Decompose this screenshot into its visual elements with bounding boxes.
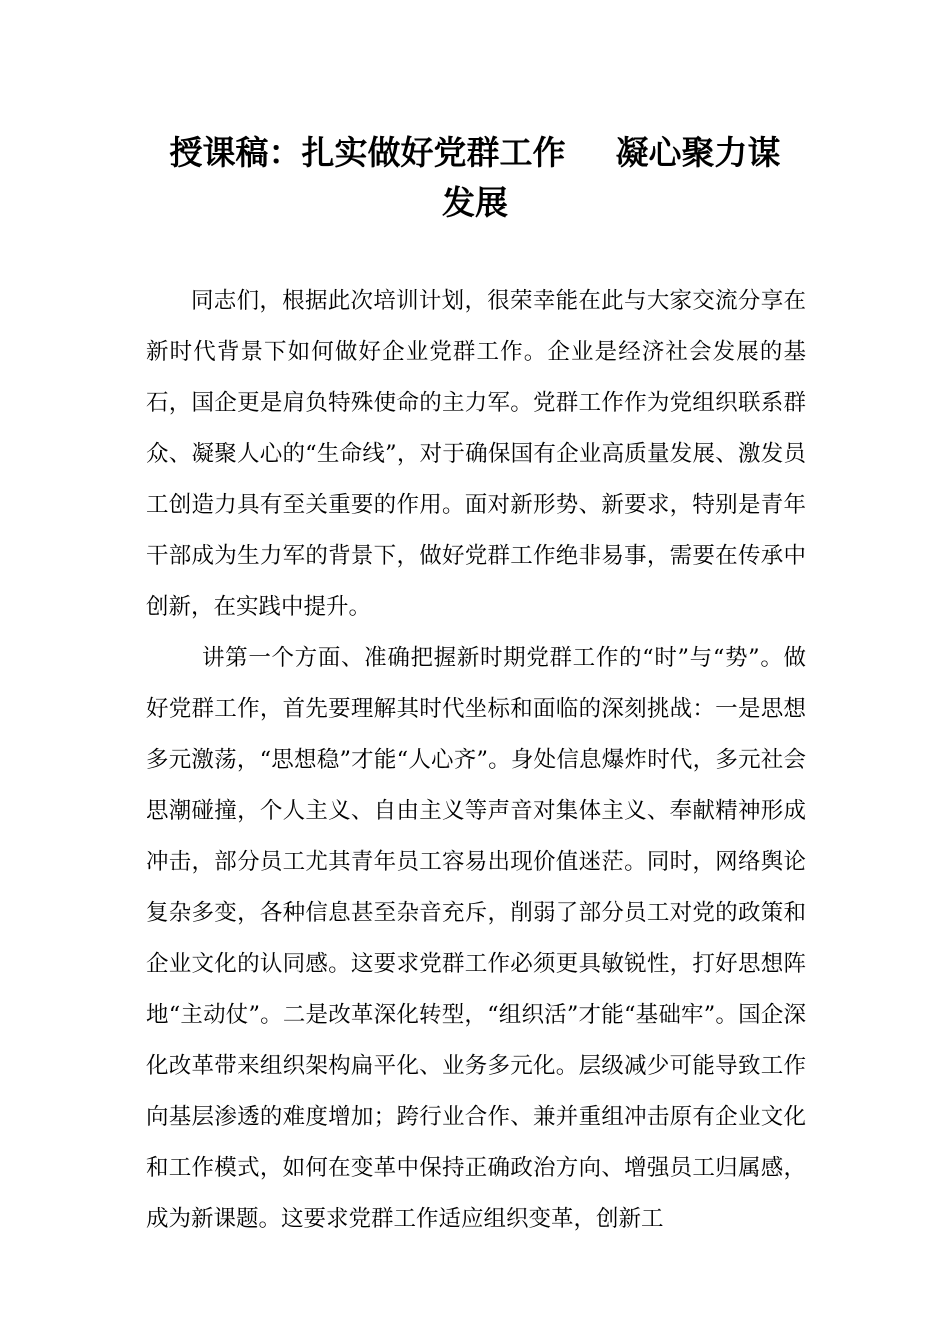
paragraph-1: 同志们，根据此次培训计划，很荣幸能在此与大家交流分享在新时代背景下如何做好企业党群工作。企业是经济社会发展的基石，国企更是肩负特殊使命的主力军。党群工作作为党组织联系群众、凝聚人心的“生命线”，对于确保国有企业高质量发展、激发员工创造力具有至关重要的作用。面对新形势、新要求，特别是青年干部成为生力军的背景下，做好党群工作绝非易事，需要在传承中创新，在实践中提升。 [146, 288, 806, 620]
title-line-1 [0, 128, 950, 178]
title-part-1: 授课稿：扎实做好党群工作 [169, 133, 566, 172]
title-line-2: 发展 [442, 183, 508, 222]
body-text [146, 276, 806, 1245]
document-title [0, 128, 950, 228]
title-part-2: 凝心聚力谋 [615, 133, 781, 172]
paragraph-2: 讲第一个方面、准确把握新时期党群工作的“时”与“势”。做好党群工作，首先要理解其时代坐标和面临的深刻挑战：一是思想多元激荡，“思想稳”才能“人心齐”。身处信息爆炸时代，多元社会思潮碰撞，个人主义、自由主义等声音对集体主义、奉献精神形成冲击，部分员工尤其青年员工容易出现价值迷茫。同时，网络舆论复杂多变，各种信息甚至杂音充斥，削弱了部分员工对党的政策和企业文化的认同感。这要求党群工作必须更具敏锐性，打好思想阵地“主动仗”。二是改革深化转型，“组织活”才能“基础牢”。国企深化改革带来组织架构扁平化、业务多元化。层级减少可能导致工作向基层渗透的难度增加；跨行业合作、兼并重组冲击原有企业文化和工作模式，如何在变革中保持正确政治方向、增强员工归属感，成为新课题。这要求党群工作适应组织变革，创新工 [146, 645, 806, 1232]
